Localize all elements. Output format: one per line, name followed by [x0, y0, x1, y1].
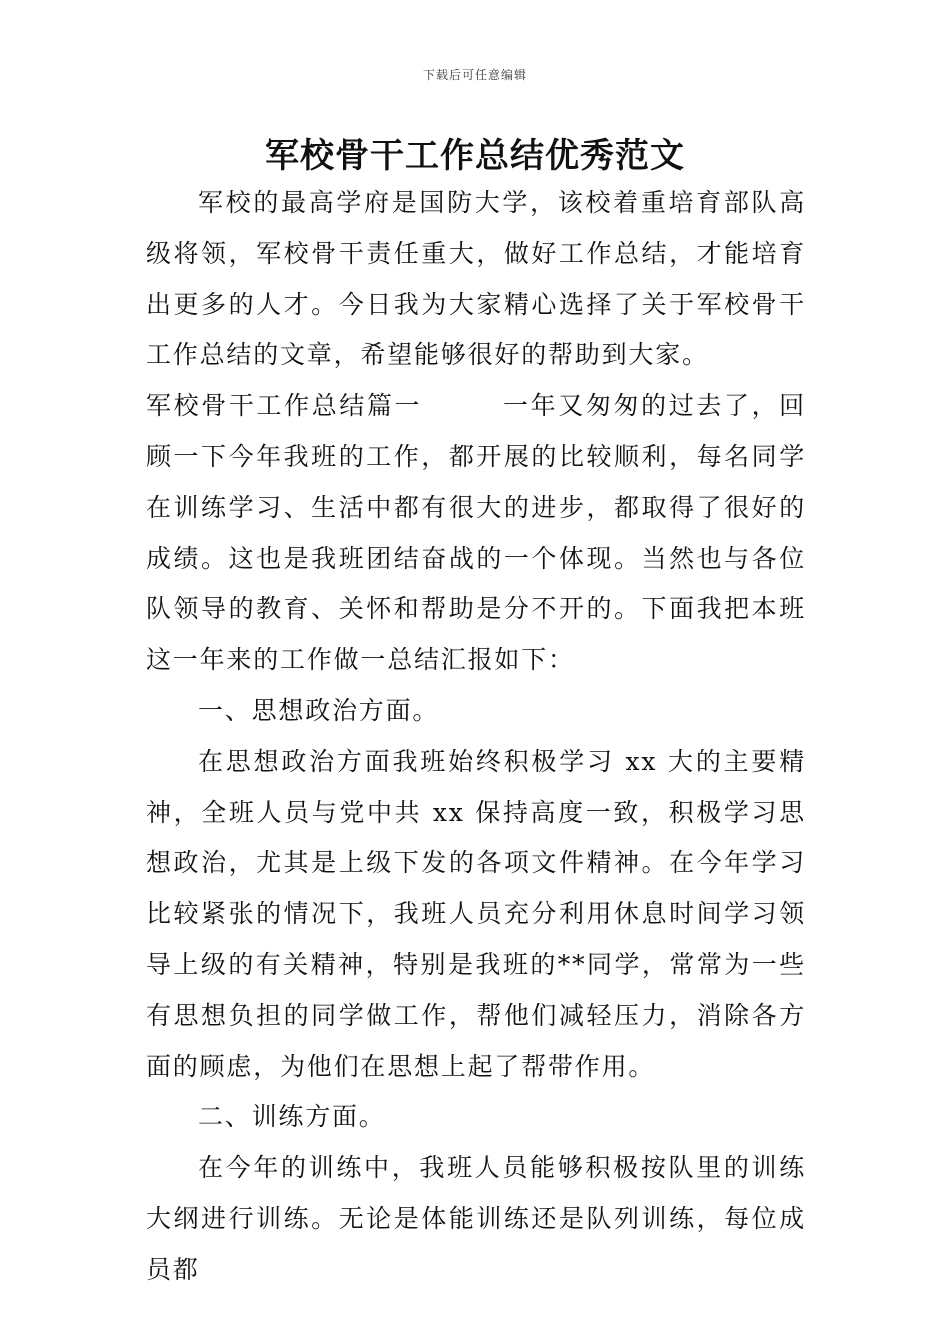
document-title: 军校骨干工作总结优秀范文 — [265, 136, 685, 176]
header-note: 下载后可任意编辑 — [422, 68, 527, 82]
intro-paragraph: 军校的最高学府是国防大学，该校着重培育部队高级将领，军校骨干责任重大，做好工作总结，才能培育出更多的人才。今日我为大家精心选择了关于军校骨干工作总结的文章，希望能够很好的帮助到大家。 — [146, 188, 806, 370]
article-opening-text: 一年又匆匆的过去了，回顾一下今年我班的工作，都开展的比较顺利，每名同学在训练学习、生活中都有很大的进步，都取得了很好的成绩。这也是我班团结奋战的一个体现。当然也与各位队领导的教育、关怀和帮助是分不开的。下面我把本班这一年来的工作做一总结汇报如下： — [146, 391, 806, 675]
article-heading: 军校骨干工作总结篇一 — [146, 391, 423, 421]
article-opening-paragraph — [146, 381, 806, 686]
section-text-politics: 在思想政治方面我班始终积极学习 xx 大的主要精神，全班人员与党中共 xx 保持高度一致，积极学习思想政治，尤其是上级下发的各项文件精神。在今年学习比较紧张的情况下，我班人员充分利用休息时间学习领导上级的有关精神，特别是我班的**同学，常常为一些有思想负担的同学做工作，帮他们减轻压力，消除各方面的顾虑，为他们在思想上起了帮带作用。 — [146, 746, 806, 1081]
section-heading-training: 二、训练方面。 — [198, 1102, 386, 1132]
section-text-training: 在今年的训练中，我班人员能够积极按队里的训练大纲进行训练。无论是体能训练还是队列训练，每位成员都 — [146, 1153, 806, 1284]
document-body — [146, 178, 806, 1296]
section-heading-politics: 一、思想政治方面。 — [198, 695, 440, 725]
